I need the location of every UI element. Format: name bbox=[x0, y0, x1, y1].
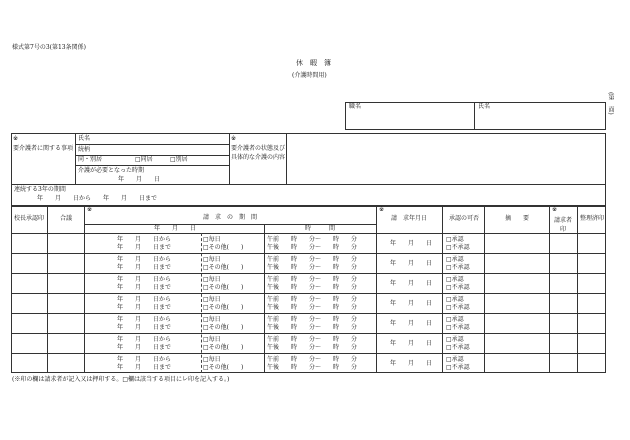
row-opt-daily[interactable]: □毎日 bbox=[203, 336, 221, 343]
info-name-label: 氏名 bbox=[78, 135, 91, 142]
row-opt-other[interactable]: □その他( ) bbox=[203, 284, 244, 291]
row-approve[interactable]: □承認 bbox=[446, 336, 464, 343]
row-date-to: 年 月 日まで bbox=[117, 324, 172, 331]
row-req-date: 年 月 日 bbox=[390, 280, 433, 287]
form-id: 様式第7号の3(第13条関係) bbox=[12, 44, 86, 51]
row-reject[interactable]: □不承認 bbox=[446, 304, 470, 311]
row-time-pm: 午後 時 分〜 時 分 bbox=[267, 304, 358, 311]
row-opt-other[interactable]: □その他( ) bbox=[203, 264, 244, 271]
col-summary: 摘 要 bbox=[504, 215, 529, 222]
row-date-to: 年 月 日まで bbox=[117, 264, 172, 271]
row-time-am: 午前 時 分〜 時 分 bbox=[267, 356, 358, 363]
dokyo-option-same[interactable]: □同居 bbox=[135, 156, 153, 163]
row-date-from: 年 月 日から bbox=[117, 236, 172, 243]
staff-box bbox=[345, 102, 606, 130]
page-title: 休 暇 簿 bbox=[296, 59, 331, 67]
row-date-to: 年 月 日まで bbox=[117, 284, 172, 291]
col-approval: 承認の可否 bbox=[448, 215, 479, 222]
row-reject[interactable]: □不承認 bbox=[446, 364, 470, 371]
row-time-pm: 午後 時 分〜 時 分 bbox=[267, 284, 358, 291]
col-period-title: 請 求 の 期 間 bbox=[202, 214, 257, 221]
row-date-from: 年 月 日から bbox=[117, 356, 172, 363]
row-time-pm: 午後 時 分〜 時 分 bbox=[267, 244, 358, 251]
col-sub-time: 時 間 bbox=[304, 225, 335, 232]
row-time-pm: 午後 時 分〜 時 分 bbox=[267, 364, 358, 371]
row-opt-other[interactable]: □その他( ) bbox=[203, 244, 244, 251]
dokyo-option-separate[interactable]: □別居 bbox=[170, 156, 188, 163]
row-date-to: 年 月 日まで bbox=[117, 304, 172, 311]
row-approve[interactable]: □承認 bbox=[446, 316, 464, 323]
row-opt-daily[interactable]: □毎日 bbox=[203, 316, 221, 323]
row-opt-other[interactable]: □その他( ) bbox=[203, 344, 244, 351]
row-date-to: 年 月 日まで bbox=[117, 364, 172, 371]
row-opt-daily[interactable]: □毎日 bbox=[203, 356, 221, 363]
row-date-to: 年 月 日まで bbox=[117, 244, 172, 251]
row-reject[interactable]: □不承認 bbox=[446, 284, 470, 291]
row-req-date: 年 月 日 bbox=[390, 260, 433, 267]
col-clerk: 整理済印 bbox=[580, 215, 605, 222]
row-reject[interactable]: □不承認 bbox=[446, 244, 470, 251]
row-date-from: 年 月 日から bbox=[117, 316, 172, 323]
row-opt-other[interactable]: □その他( ) bbox=[203, 324, 244, 331]
info-left-label: 要介護者に関する事項 bbox=[13, 145, 74, 152]
row-req-date: 年 月 日 bbox=[390, 340, 433, 347]
period-label: 連続する3年の期間 bbox=[14, 186, 66, 193]
side-tab: (第 面) bbox=[607, 92, 614, 115]
row-time-am: 午前 時 分〜 時 分 bbox=[267, 276, 358, 283]
col-req-date: 請 求年月日 bbox=[390, 215, 427, 222]
col-gougi: 合議 bbox=[59, 215, 72, 222]
info-dokyo-label: 同・別居 bbox=[78, 156, 103, 163]
period-value: 年 月 日から 年 月 日まで bbox=[37, 195, 158, 202]
info-right-mark: ※ bbox=[231, 135, 237, 142]
row-reject[interactable]: □不承認 bbox=[446, 344, 470, 351]
row-opt-other[interactable]: □その他( ) bbox=[203, 304, 244, 311]
shoku-label: 職名 bbox=[349, 103, 362, 110]
row-opt-other[interactable]: □その他( ) bbox=[203, 364, 244, 371]
page-subtitle: (介護時間用) bbox=[292, 72, 327, 79]
row-date-to: 年 月 日まで bbox=[117, 344, 172, 351]
row-time-am: 午前 時 分〜 時 分 bbox=[267, 316, 358, 323]
row-time-am: 午前 時 分〜 時 分 bbox=[267, 336, 358, 343]
row-time-pm: 午後 時 分〜 時 分 bbox=[267, 264, 358, 271]
row-req-date: 年 月 日 bbox=[390, 300, 433, 307]
info-needed-date: 年 月 日 bbox=[118, 176, 161, 183]
col-claimant: 請求者印 bbox=[553, 217, 572, 233]
period-mark: ※ bbox=[87, 206, 93, 213]
row-opt-daily[interactable]: □毎日 bbox=[203, 256, 221, 263]
info-needed-label: 介護が必要となった時期 bbox=[78, 167, 145, 174]
col-sub-date: 年 月 日 bbox=[153, 225, 196, 232]
row-time-pm: 午後 時 分〜 時 分 bbox=[267, 344, 358, 351]
row-approve[interactable]: □承認 bbox=[446, 236, 464, 243]
row-date-from: 年 月 日から bbox=[117, 296, 172, 303]
row-approve[interactable]: □承認 bbox=[446, 256, 464, 263]
row-reject[interactable]: □不承認 bbox=[446, 264, 470, 271]
row-time-am: 午前 時 分〜 時 分 bbox=[267, 296, 358, 303]
row-opt-daily[interactable]: □毎日 bbox=[203, 276, 221, 283]
info-right-label: 要介護者の状態及び具体的な介護の内容 bbox=[231, 145, 286, 161]
row-date-from: 年 月 日から bbox=[117, 276, 172, 283]
row-req-date: 年 月 日 bbox=[390, 360, 433, 367]
row-req-date: 年 月 日 bbox=[390, 320, 433, 327]
row-reject[interactable]: □不承認 bbox=[446, 324, 470, 331]
footnote: (※印の欄は請求者が記入又は押印する。□欄は該当する項目にレ印を記入する。) bbox=[12, 376, 230, 383]
row-approve[interactable]: □承認 bbox=[446, 296, 464, 303]
shimei-label: 氏名 bbox=[478, 103, 491, 110]
req-mark: ※ bbox=[379, 206, 385, 213]
info-relation-label: 続柄 bbox=[78, 146, 91, 153]
col-chief-approval: 校長承認印 bbox=[13, 215, 44, 222]
row-time-pm: 午後 時 分〜 時 分 bbox=[267, 324, 358, 331]
row-opt-daily[interactable]: □毎日 bbox=[203, 236, 221, 243]
info-left-mark: ※ bbox=[13, 135, 19, 142]
row-req-date: 年 月 日 bbox=[390, 240, 433, 247]
row-opt-daily[interactable]: □毎日 bbox=[203, 296, 221, 303]
row-approve[interactable]: □承認 bbox=[446, 356, 464, 363]
row-date-from: 年 月 日から bbox=[117, 336, 172, 343]
row-date-from: 年 月 日から bbox=[117, 256, 172, 263]
row-time-am: 午前 時 分〜 時 分 bbox=[267, 236, 358, 243]
claimant-mark: ※ bbox=[552, 206, 558, 213]
row-approve[interactable]: □承認 bbox=[446, 276, 464, 283]
row-time-am: 午前 時 分〜 時 分 bbox=[267, 256, 358, 263]
